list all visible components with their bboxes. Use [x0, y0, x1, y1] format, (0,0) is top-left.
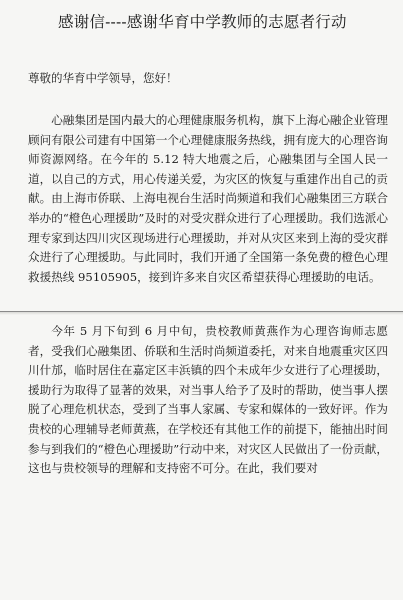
letter-title: 感谢信----感谢华育中学教师的志愿者行动 [58, 13, 347, 31]
letter-paragraph-2: 今年 5 月下旬到 6 月中旬，贵校教师黄燕作为心理咨询师志愿者，受我们心融集团、侨联和生活时尚频道委托，对来自地震重灾区四川什邡，临时居住在嘉定区丰浜镇的四个未成年少女进行了心理援助，援助行为取得了显著的效果，对当事人给予了及时的帮助，使当事人摆脱了心理危机状态，受到了当事人家属、专家和媒体的一致好评。作为贵校的心理辅导老师黄燕，在学校还有其他工作的前提下，能抽出时间参与到我们的“橙色心理援助”行动中来，对灾区人民做出了一份贡献，这也与贵校领导的理解和支持密不可分。在此，我们要对 [28, 324, 388, 476]
letter-greeting: 尊敬的华育中学领导，您好！ [28, 71, 178, 85]
page-divider-shadow [0, 312, 403, 315]
letter-paragraph-1: 心融集团是国内最大的心理健康服务机构，旗下上海心融企业管理顾问有限公司建有中国第一个心理健康服务热线，拥有庞大的心理咨询师资源网络。在今年的 5.12 特大地震之后，心融集团与全国人民一道，以自己的方式，用心传递关爱，为灾区的恢复与重建作出自己的贡献。由上海市侨联、上海电视台生活时尚频道和我们心融集团三方联合举办的“橙色心理援助”及时的对受灾群众进行了心理援助。我们选派心理专家到达四川灾区现场进行心理援助，并对从灾区来到上海的受灾群众进行了心理援助。与此同时，我们开通了全国第一条免费的橙色心理救援热线 95105905，接到许多来自灾区希望获得心理援助的电话。 [28, 113, 388, 284]
